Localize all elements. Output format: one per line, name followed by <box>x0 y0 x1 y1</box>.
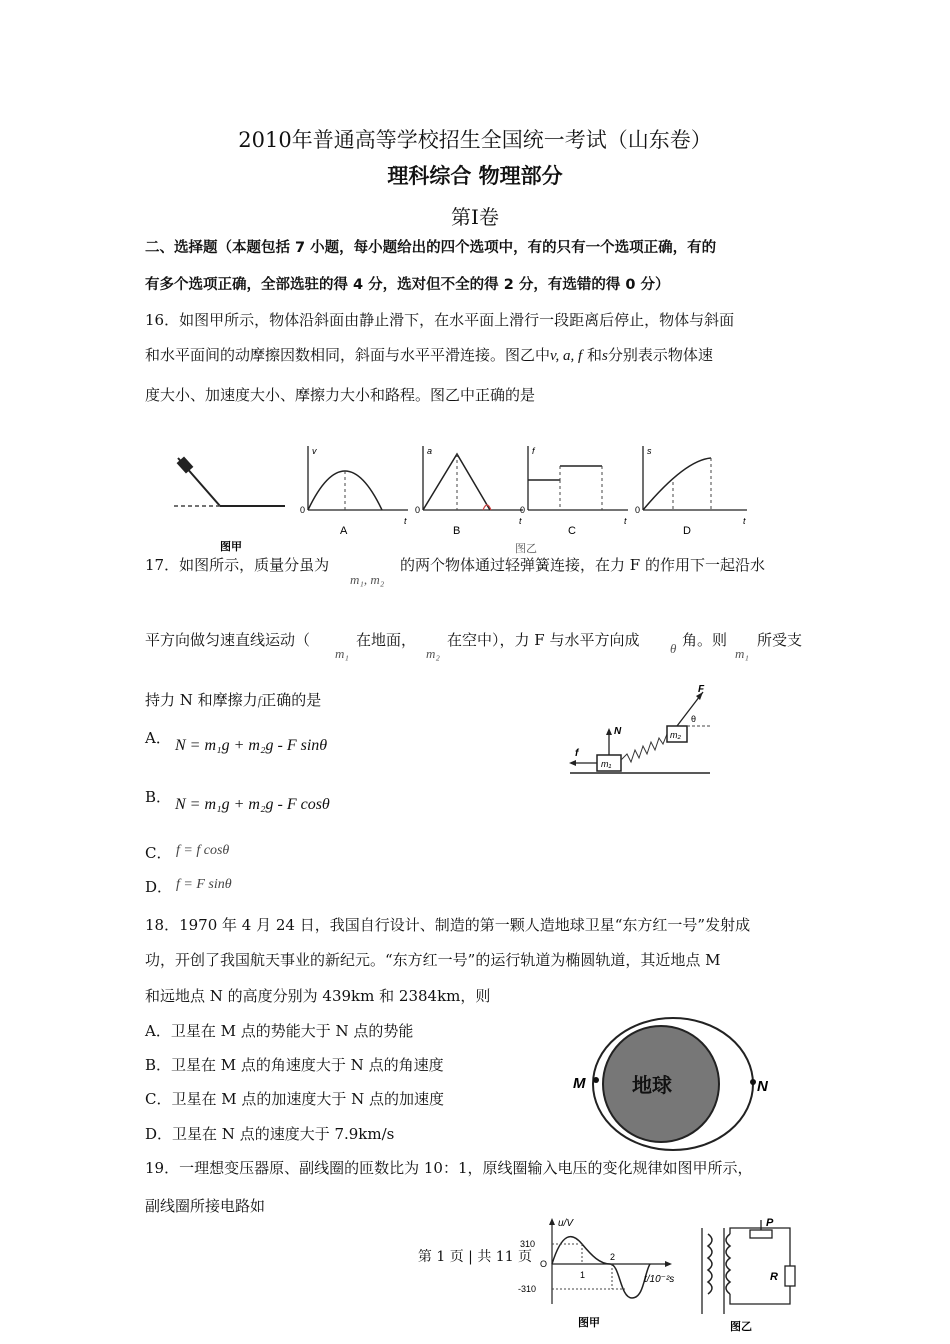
voltage-graph <box>518 1218 674 1329</box>
graph-c-letter: C <box>568 525 576 537</box>
graph-b <box>415 446 526 537</box>
q18-option-b: B．卫星在 M 点的角速度大于 N 点的角速度 <box>145 1056 444 1074</box>
section-instructions-line2: 有多个选项正确，全部选驻的得 4 分，选对但不全的得 2 分，有选错的得 0 分） <box>145 277 670 293</box>
graph-a <box>300 446 408 537</box>
q19-label-jia: 图甲 <box>578 1317 600 1329</box>
voltage-max-label: 310 <box>520 1239 536 1249</box>
circuit-diagram <box>702 1217 795 1333</box>
q16-line2 <box>145 344 713 365</box>
graph-d <box>635 446 747 537</box>
q19-line1: 19．一理想变压器原、副线圈的匝数比为 10：1，原线圈输入电压的变化规律如图甲所示， <box>145 1159 753 1177</box>
q17-line2d: 角。则 <box>682 631 728 649</box>
q17-option-a-label: A． <box>145 729 171 747</box>
q17-option-b-formula: N = m₁g + m₂g - F cosθ <box>175 796 330 813</box>
q17-theta: θ <box>670 641 677 656</box>
normal-force-label: N <box>614 726 622 737</box>
label-jia: 图甲 <box>220 541 242 553</box>
q19-label-yi: 图乙 <box>730 1321 752 1333</box>
graph-d-origin: 0 <box>635 505 641 515</box>
earth-label: 地球 <box>632 1075 672 1097</box>
q17-option-c-formula: f = f cosθ <box>176 843 230 858</box>
slider-p-label: P <box>766 1217 774 1229</box>
q17-line2c: 在空中），力 F 与水平方向成 <box>447 631 640 649</box>
q17-option-d-formula: f = F sinθ <box>176 877 232 892</box>
q18-line1: 18．1970 年 4 月 24 日，我国自行设计、制造的第一颗人造地球卫星“东方红一号”发射成 <box>145 916 751 934</box>
q18-line2: 功，开创了我国航天事业的新纪元。“东方红一号”的运行轨道为椭圆轨道，其近地点 M <box>145 951 721 969</box>
mass-m1-label: m₁ <box>601 759 612 769</box>
graph-b-ylabel: a <box>427 446 433 456</box>
mass-m2-label: m₂ <box>670 730 681 740</box>
graph-c-ylabel: f <box>532 446 535 456</box>
q18-figure <box>565 1012 785 1157</box>
q17-m1b: m₁ <box>735 646 749 661</box>
q17-option-b-label: B． <box>145 788 172 806</box>
page-footer: 第 1 页 | 共 11 页 <box>417 1249 533 1265</box>
graph-b-letter: B <box>453 525 461 537</box>
graph-a-xlabel: t <box>404 516 407 526</box>
q16-line2-text-c: 分别表示物体速 <box>607 346 713 364</box>
angle-theta-label: θ <box>691 714 697 724</box>
graph-a-origin: 0 <box>300 505 306 515</box>
section-instructions-line1: 二、选择题（本题包括 7 小题，每小题给出的四个选项中，有的只有一个选项正确，有的 <box>145 240 717 256</box>
graph-c <box>515 446 628 555</box>
time-axis-label: t/10⁻²s <box>644 1274 675 1285</box>
q17-option-a-formula: N = m₁g + m₂g - F sinθ <box>175 737 328 754</box>
q16-vars: v, a, f <box>550 348 583 364</box>
q19-figure <box>510 1214 800 1344</box>
q17-masses: m₁, m₂ <box>350 572 385 587</box>
q17-line2b: 在地面， <box>356 631 417 649</box>
time-tick-1: 1 <box>580 1270 586 1280</box>
q18-option-c: C．卫星在 M 点的加速度大于 N 点的加速度 <box>145 1090 445 1108</box>
voltage-axis-label: u/V <box>558 1218 574 1229</box>
q17-line1a: 17．如图所示，质量分虽为 <box>145 556 330 574</box>
q17-option-c-label: C． <box>145 844 172 862</box>
point-m-label: M <box>573 1075 586 1092</box>
graph-b-xlabel: t <box>519 516 522 526</box>
q17-m2: m₂ <box>426 646 440 661</box>
graph-b-origin: 0 <box>415 505 421 515</box>
point-n-label: N <box>757 1078 768 1095</box>
graph-a-ylabel: v <box>312 446 317 456</box>
volume-title: 第Ⅰ卷 <box>451 205 499 229</box>
q18-option-d: D．卫星在 N 点的速度大于 7.9km/s <box>145 1125 395 1143</box>
q17-line2a: 平方向做匀速直线运动（ <box>145 631 311 649</box>
q17-option-d-label: D． <box>145 878 173 896</box>
q17-line3-text-a: 持力 N 和摩擦力 <box>145 691 258 709</box>
q16-line2-text-b: 和 <box>587 346 603 364</box>
q16-line1: 16．如图甲所示，物体沿斜面由静止滑下，在水平面上滑行一段距离后停止，物体与斜面 <box>145 311 735 329</box>
friction-label: f <box>575 748 579 759</box>
q17-line3-text-b: 正确的是 <box>261 691 322 709</box>
q17-figure <box>565 682 715 782</box>
graph-a-letter: A <box>340 525 348 537</box>
q17-line1b: 的两个物体通过轻弹簧连接，在力 F 的作用下一起沿水 <box>400 556 765 574</box>
graph-c-xlabel: t <box>624 516 627 526</box>
graph-d-xlabel: t <box>743 516 746 526</box>
q17-line2e: 所受支 <box>757 631 803 649</box>
voltage-origin-label: O <box>540 1259 548 1269</box>
incline-figure <box>174 456 285 553</box>
label-yi: 图乙 <box>515 543 537 555</box>
voltage-min-label: -310 <box>518 1284 537 1294</box>
exam-title: 2010年普通高等学校招生全国统一考试（山东卷） <box>238 128 712 152</box>
time-tick-2: 2 <box>610 1252 616 1262</box>
q16-figure <box>160 440 760 555</box>
graph-c-origin: 0 <box>520 505 526 515</box>
q16-line3: 度大小、加速度大小、摩擦力大小和路程。图乙中正确的是 <box>145 386 536 404</box>
force-f-label: F <box>698 684 705 695</box>
q18-line3: 和远地点 N 的高度分别为 439km 和 2384km，则 <box>145 987 491 1005</box>
q17-line3 <box>145 689 321 710</box>
q18-option-a: A．卫星在 M 点的势能大于 N 点的势能 <box>145 1022 414 1040</box>
q17-m1: m₁ <box>335 646 349 661</box>
graph-d-letter: D <box>683 525 691 537</box>
q16-line2-text-a: 和水平面间的动摩擦因数相同，斜面与水平平滑连接。图乙中 <box>145 346 551 364</box>
graph-d-ylabel: s <box>647 446 652 456</box>
q17-f-symbol: f <box>257 693 262 708</box>
q19-line2: 副线圈所接电路如 <box>145 1197 266 1215</box>
resistor-r-label: R <box>770 1271 778 1283</box>
exam-subtitle: 理科综合 物理部分 <box>387 164 563 188</box>
q16-var-s: s <box>602 348 608 364</box>
